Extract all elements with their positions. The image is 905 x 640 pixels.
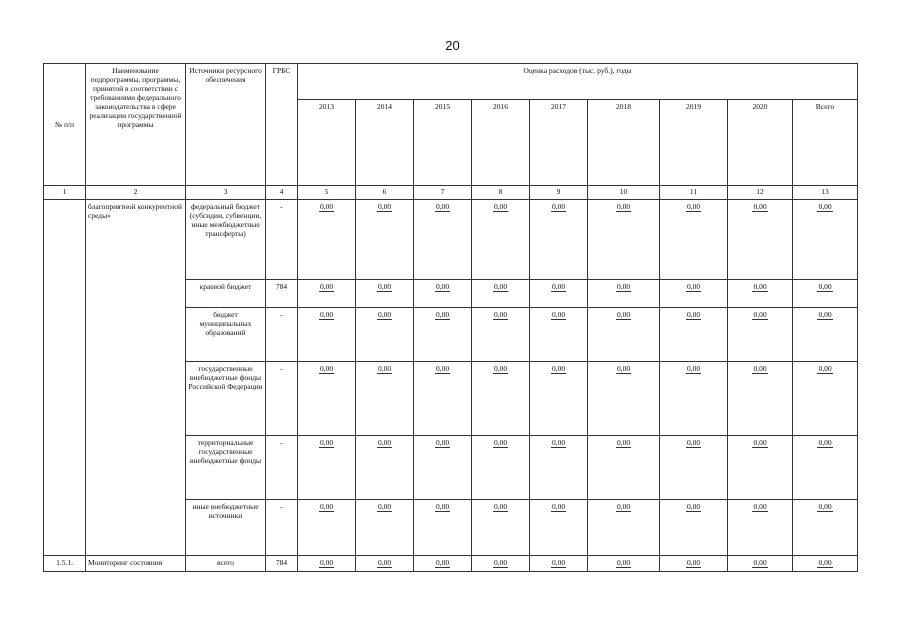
value-cell: 0,00 [298,280,356,308]
source-cell: всего [186,556,266,572]
value-cell: 0,00 [793,308,858,362]
value-cell: 0,00 [530,280,588,308]
column-index: 8 [472,186,530,200]
year-header: 2013 [298,100,356,186]
source-cell: краевой бюджет [186,280,266,308]
value-cell: 0,00 [660,280,728,308]
value-cell: 0,00 [588,200,660,280]
header-row-1 [44,64,858,100]
value-cell: 0,00 [793,556,858,572]
value-cell: 0,00 [298,500,356,556]
column-index: 7 [414,186,472,200]
item-name-cell: Мониторинг состояния [86,556,186,572]
year-header: 2015 [414,100,472,186]
value-cell: 0,00 [530,362,588,436]
year-header: 2016 [472,100,530,186]
source-cell: государственные внебюджетные фонды Российской Федерации [186,362,266,436]
value-cell: 0,00 [298,362,356,436]
grbs-cell: - [266,200,298,280]
value-cell: 0,00 [728,200,793,280]
column-index: 10 [588,186,660,200]
column-index: 1 [44,186,86,200]
grbs-cell: - [266,500,298,556]
year-header: 2018 [588,100,660,186]
value-cell: 0,00 [660,362,728,436]
value-cell: 0,00 [298,308,356,362]
year-header: 2020 [728,100,793,186]
value-cell: 0,00 [728,362,793,436]
table-row [44,556,858,572]
value-cell: 0,00 [356,500,414,556]
value-cell: 0,00 [728,500,793,556]
value-cell: 0,00 [530,200,588,280]
value-cell: 0,00 [793,280,858,308]
col-header-estimate: Оценка расходов (тыс. руб.), годы [298,64,858,100]
value-cell: 0,00 [356,556,414,572]
column-index: 3 [186,186,266,200]
source-cell: территориальные государственные внебюджетные фонды [186,436,266,500]
col-header-num: № п/п [44,64,86,186]
item-number-cell: 1.5.1. [44,556,86,572]
column-index: 2 [86,186,186,200]
value-cell: 0,00 [728,436,793,500]
value-cell: 0,00 [414,500,472,556]
value-cell: 0,00 [298,200,356,280]
grbs-cell: 784 [266,556,298,572]
column-index: 5 [298,186,356,200]
year-header: 2019 [660,100,728,186]
value-cell: 0,00 [530,500,588,556]
value-cell: 0,00 [472,280,530,308]
value-cell: 0,00 [588,556,660,572]
page-number: 20 [445,38,460,53]
value-cell: 0,00 [472,200,530,280]
col-header-grbs: ГРБС [266,64,298,186]
item-name-cell: благоприятной конкурентной среды» [86,200,186,556]
value-cell: 0,00 [472,556,530,572]
value-cell: 0,00 [414,362,472,436]
value-cell: 0,00 [356,200,414,280]
column-index: 9 [530,186,588,200]
value-cell: 0,00 [530,436,588,500]
value-cell: 0,00 [356,308,414,362]
value-cell: 0,00 [793,436,858,500]
column-index: 11 [660,186,728,200]
budget-table [43,63,858,572]
value-cell: 0,00 [414,556,472,572]
value-cell: 0,00 [298,556,356,572]
value-cell: 0,00 [356,362,414,436]
value-cell: 0,00 [588,362,660,436]
value-cell: 0,00 [588,500,660,556]
value-cell: 0,00 [530,308,588,362]
source-cell: иные внебюджетные источники [186,500,266,556]
value-cell: 0,00 [414,280,472,308]
value-cell: 0,00 [588,280,660,308]
value-cell: 0,00 [472,436,530,500]
value-cell: 0,00 [414,308,472,362]
value-cell: 0,00 [660,308,728,362]
value-cell: 0,00 [728,308,793,362]
column-index: 12 [728,186,793,200]
value-cell: 0,00 [793,200,858,280]
item-number-cell [44,200,86,556]
value-cell: 0,00 [588,436,660,500]
value-cell: 0,00 [793,500,858,556]
value-cell: 0,00 [356,280,414,308]
table-row [44,200,858,280]
value-cell: 0,00 [793,362,858,436]
value-cell: 0,00 [530,556,588,572]
source-cell: федеральный бюджет (субсидии, субвенции, иные межбюджетные трансферты) [186,200,266,280]
value-cell: 0,00 [414,200,472,280]
column-index: 13 [793,186,858,200]
value-cell: 0,00 [356,436,414,500]
total-header: Всего [793,100,858,186]
column-index-row [44,186,858,200]
col-header-name: Наименование подпрограммы, программы, принятой в соответствии с требованиями федерального законодательства в сфере реализации государственной программы [86,64,186,186]
source-cell: бюджет муниципальных образований [186,308,266,362]
value-cell: 0,00 [728,280,793,308]
grbs-cell: - [266,362,298,436]
value-cell: 0,00 [472,500,530,556]
value-cell: 0,00 [298,436,356,500]
value-cell: 0,00 [660,500,728,556]
col-header-source: Источники ресурсного обеспечения [186,64,266,186]
value-cell: 0,00 [728,556,793,572]
grbs-cell: - [266,436,298,500]
value-cell: 0,00 [660,436,728,500]
column-index: 6 [356,186,414,200]
value-cell: 0,00 [660,556,728,572]
value-cell: 0,00 [660,200,728,280]
value-cell: 0,00 [472,308,530,362]
grbs-cell: 784 [266,280,298,308]
grbs-cell: - [266,308,298,362]
year-header: 2014 [356,100,414,186]
column-index: 4 [266,186,298,200]
value-cell: 0,00 [588,308,660,362]
year-header: 2017 [530,100,588,186]
value-cell: 0,00 [472,362,530,436]
value-cell: 0,00 [414,436,472,500]
